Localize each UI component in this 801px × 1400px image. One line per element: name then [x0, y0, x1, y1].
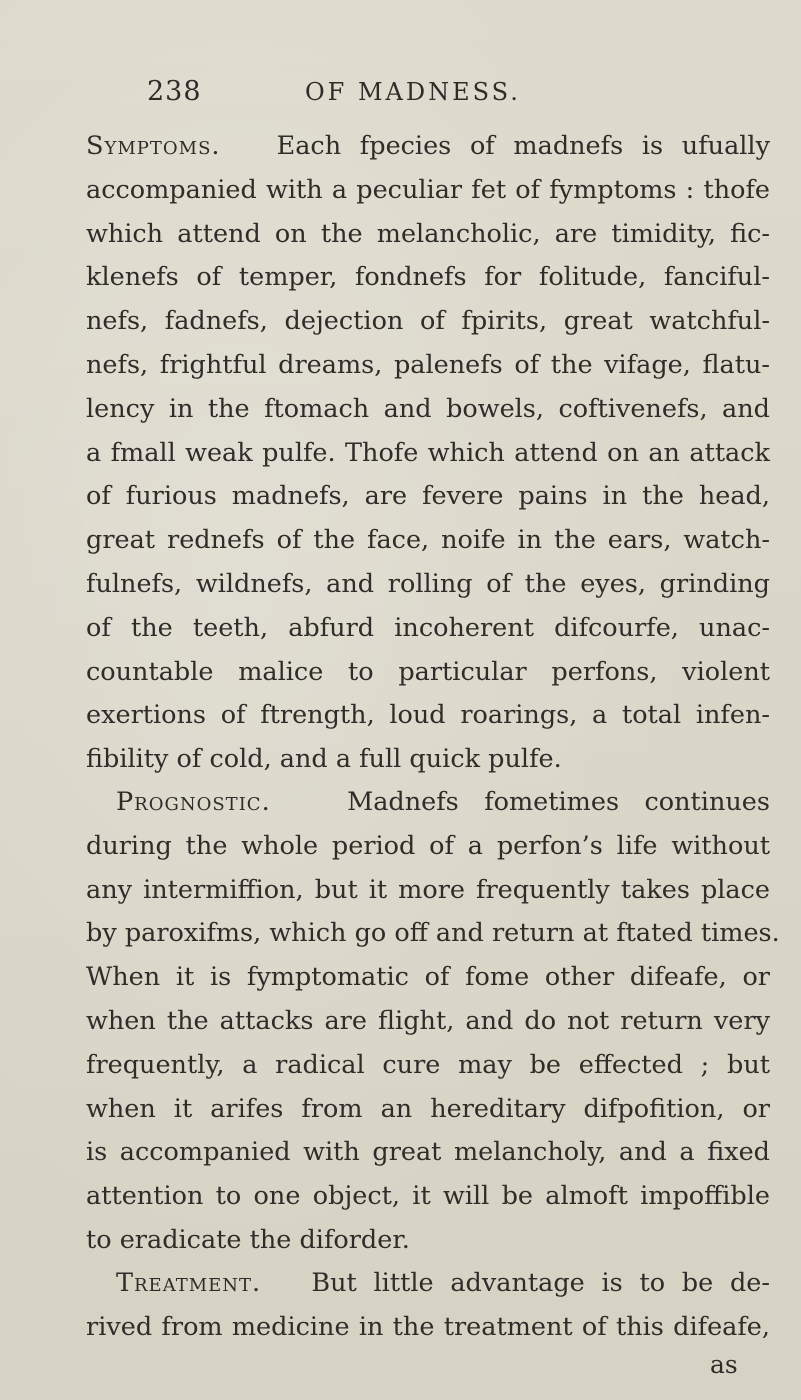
- text-line: a fmall weak pulfe. Thofe which attend on an attack: [86, 437, 770, 468]
- text-line: when the attacks are flight, and do not return very: [86, 1005, 770, 1036]
- text-line: Prognostic. Madnefs fometimes continues: [116, 787, 770, 817]
- text-line: great rednefs of the face, noife in the ears, watch-: [86, 525, 770, 556]
- text-line: which attend on the melancholic, are timidity, fic-: [86, 218, 770, 249]
- text-line: by paroxifms, which go off and return at ftated times.: [86, 918, 780, 949]
- section-lead: Prognostic.: [116, 787, 271, 817]
- text-line: to eradicate the diforder.: [86, 1224, 410, 1255]
- text-line: countable malice to particular perfons, violent: [86, 656, 770, 687]
- text-line: of the teeth, abfurd incoherent difcourfe, unac-: [86, 612, 770, 643]
- text-line: klenefs of temper, fondnefs for folitude, fanciful-: [86, 262, 770, 293]
- page-header: [147, 76, 667, 116]
- catchword: as: [710, 1350, 738, 1379]
- text-line: nefs, fadnefs, dejection of fpirits, great watchful-: [86, 306, 770, 337]
- paragraph-prognostic: [86, 781, 780, 1263]
- text-line: nefs, frightful dreams, palenefs of the vifage, flatu-: [86, 349, 770, 380]
- text-line: When it is fymptomatic of fome other difeafe, or: [86, 962, 770, 993]
- text-line: fibility of cold, and a full quick pulfe.: [86, 744, 562, 775]
- running-head: OF MADNESS.: [305, 78, 521, 106]
- text-line: Symptoms. Each fpecies of madnefs is ufually: [86, 131, 770, 161]
- paragraph-symptoms: [86, 125, 770, 782]
- section-lead: Symptoms.: [86, 131, 221, 161]
- text-line: during the whole period of a perfon’s life without: [86, 830, 770, 861]
- text-line: any intermiffion, but it more frequently takes place: [86, 874, 770, 905]
- section-lead: Treatment.: [116, 1268, 262, 1298]
- text-line: fulnefs, wildnefs, and rolling of the eyes, grinding: [86, 568, 770, 599]
- paragraph-treatment: [86, 1262, 770, 1350]
- text-line: lency in the ftomach and bowels, coftivenefs, and: [86, 393, 770, 424]
- text-line: of furious madnefs, are fevere pains in the head,: [86, 481, 770, 512]
- text-line: when it arifes from an hereditary difpofition, or: [86, 1093, 770, 1124]
- text-line: attention to one object, it will be almoft impoffible: [86, 1181, 770, 1212]
- text-line: exertions of ftrength, loud roarings, a total infen-: [86, 700, 770, 731]
- text-line: rived from medicine in the treatment of this difeafe,: [86, 1311, 770, 1342]
- text-line: accompanied with a peculiar fet of fymptoms : thofe: [86, 174, 770, 205]
- text-line: frequently, a radical cure may be effected ; but: [86, 1049, 770, 1080]
- page-number: 238: [147, 76, 202, 107]
- text-line: is accompanied with great melancholy, and a fixed: [86, 1137, 770, 1168]
- text-line: Treatment. But little advantage is to be de-: [116, 1268, 770, 1298]
